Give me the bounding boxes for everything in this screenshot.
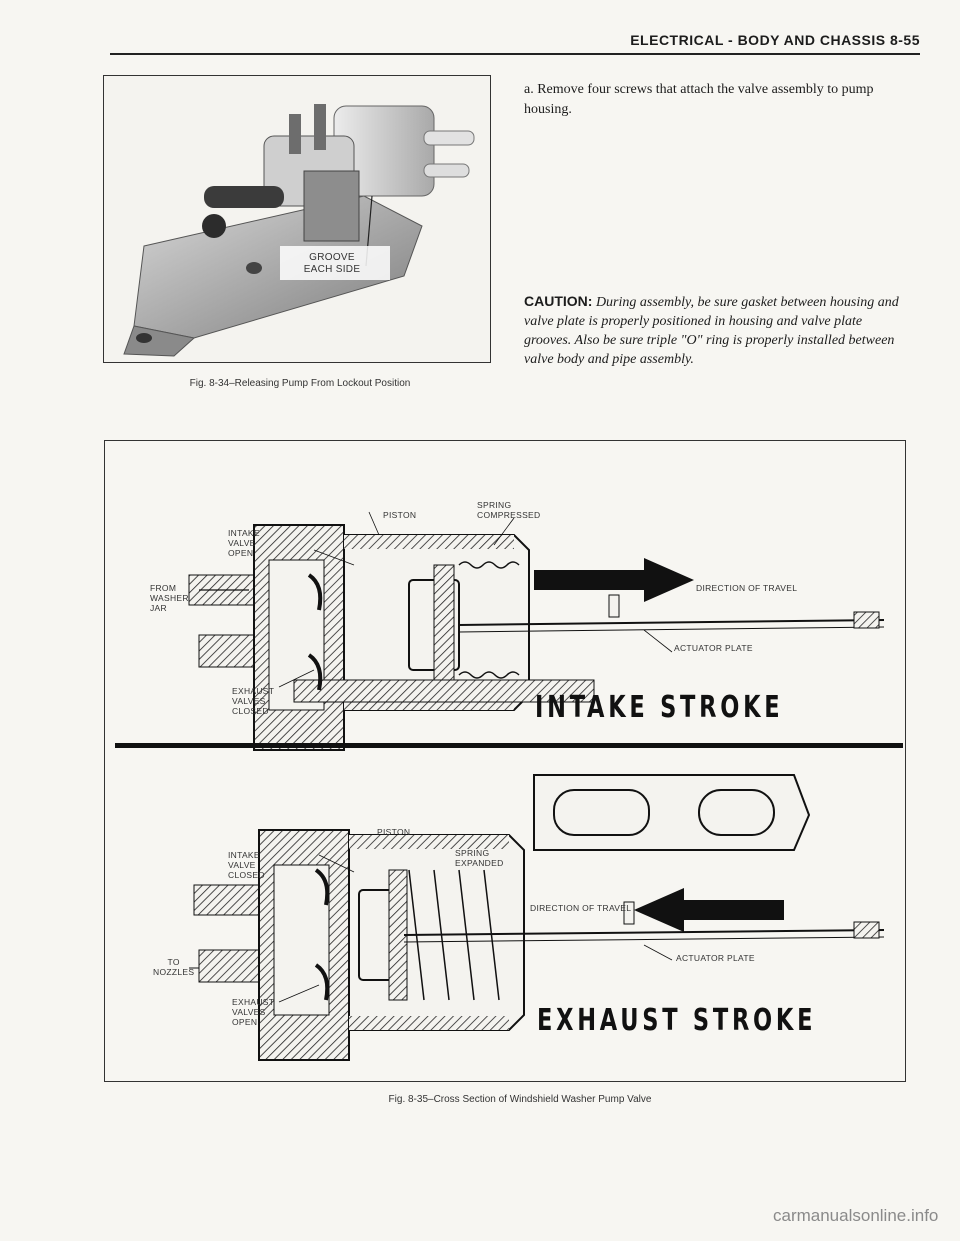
intake-piston-label: PISTON bbox=[383, 510, 417, 520]
exhaust-direction-label: DIRECTION OF TRAVEL bbox=[530, 903, 632, 913]
open-exhaust-line-1: EXHAUST bbox=[232, 997, 275, 1007]
intake-valve-open-label bbox=[228, 528, 260, 558]
exhaust-piston-label: PISTON bbox=[377, 827, 411, 837]
callout-line-1: GROOVE bbox=[309, 252, 355, 263]
intake-exhaust-line-2: VALVES bbox=[232, 696, 266, 706]
open-exhaust-line-2: VALVES bbox=[232, 1007, 266, 1017]
intake-spring-line-1: SPRING bbox=[477, 500, 512, 510]
from-line-1: FROM bbox=[150, 583, 177, 593]
pump-assembly-illustration bbox=[104, 76, 490, 362]
intake-direction-label: DIRECTION OF TRAVEL bbox=[696, 583, 798, 593]
page-header: ELECTRICAL - BODY AND CHASSIS 8-55 bbox=[630, 32, 920, 48]
caution-note bbox=[524, 292, 910, 369]
figure-34-caption: Fig. 8-34–Releasing Pump From Lockout Position bbox=[189, 378, 411, 389]
groove-callout bbox=[282, 252, 382, 276]
exhaust-spring-line-1: SPRING bbox=[455, 848, 490, 858]
intake-exhaust-valves-label bbox=[232, 686, 274, 716]
intake-spring-line-2: COMPRESSED bbox=[477, 510, 541, 520]
intake-stroke-title: INTAKE STROKE bbox=[535, 690, 784, 725]
pump-photo bbox=[103, 75, 491, 363]
open-exhaust-line-3: OPEN bbox=[232, 1017, 258, 1027]
exhaust-stroke-title: EXHAUST STROKE bbox=[537, 1003, 817, 1038]
to-nozzles-label bbox=[153, 957, 194, 977]
callout-line-2: EACH SIDE bbox=[303, 264, 361, 275]
intake-exhaust-line-3: CLOSED bbox=[232, 706, 269, 716]
caution-label: CAUTION: bbox=[524, 293, 593, 309]
figure-35-caption: Fig. 8-35–Cross Section of Windshield Washer Pump Valve bbox=[388, 1094, 652, 1105]
intake-valve-line-2: VALVE bbox=[228, 538, 256, 548]
from-washer-jar-label bbox=[150, 583, 189, 613]
intake-valve-line-1: INTAKE bbox=[228, 528, 260, 538]
intake-valve-line-3: OPEN bbox=[228, 548, 254, 558]
intake-valve-closed-label bbox=[228, 850, 265, 880]
closed-valve-line-1: INTAKE bbox=[228, 850, 260, 860]
step-a-text: a. Remove four screws that attach the valve assembly to pump housing. bbox=[524, 82, 874, 117]
pump-cross-section-diagram bbox=[104, 440, 904, 1080]
intake-spring-label bbox=[477, 500, 540, 520]
exhaust-valves-open-label bbox=[232, 997, 274, 1027]
caution-text: During assembly, be sure gasket between housing and valve plate is properly positioned in housing and valve plate grooves. Also be sure triple "O" ring is properly installed between valve body and pipe assembly. bbox=[524, 295, 899, 367]
to-line-1: TO bbox=[167, 957, 180, 967]
closed-valve-line-2: VALVE bbox=[228, 860, 256, 870]
from-line-2: WASHER bbox=[150, 593, 189, 603]
intake-actuator-label: ACTUATOR PLATE bbox=[674, 643, 753, 653]
section-divider bbox=[115, 743, 903, 748]
header-rule bbox=[110, 53, 920, 55]
from-line-3: JAR bbox=[150, 603, 167, 613]
exhaust-spring-label bbox=[455, 848, 504, 868]
to-line-2: NOZZLES bbox=[153, 967, 195, 977]
exhaust-actuator-label: ACTUATOR PLATE bbox=[676, 953, 755, 963]
closed-valve-line-3: CLOSED bbox=[228, 870, 265, 880]
intake-exhaust-line-1: EXHAUST bbox=[232, 686, 275, 696]
watermark: carmanualsonline.info bbox=[773, 1206, 939, 1225]
exhaust-spring-line-2: EXPANDED bbox=[455, 858, 504, 868]
